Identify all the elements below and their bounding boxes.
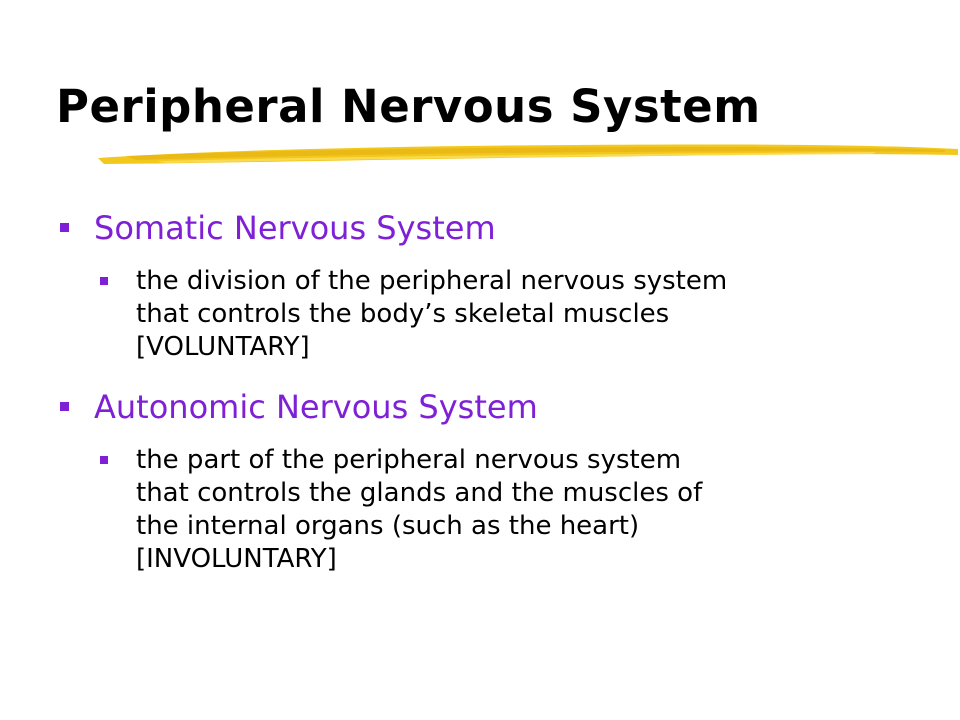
bullet-somatic-detail (94, 265, 896, 364)
bullet-autonomic-detail (94, 444, 896, 576)
content-area (56, 205, 916, 596)
section-heading: Somatic Nervous System (94, 209, 496, 247)
square-bullet-icon (100, 277, 108, 285)
detail-line: [INVOLUNTARY] (136, 544, 337, 574)
square-bullet-icon (60, 402, 69, 411)
detail-line: the division of the peripheral nervous system (136, 266, 728, 296)
detail-line: that controls the glands and the muscles of (136, 478, 703, 508)
bullet-somatic-heading (56, 205, 916, 251)
title-underline-brushstroke (96, 136, 960, 176)
section-heading: Autonomic Nervous System (94, 388, 538, 426)
bullet-autonomic-heading (56, 384, 916, 430)
detail-line: that controls the body’s skeletal muscles (136, 299, 670, 329)
square-bullet-icon (60, 223, 69, 232)
detail-line: [VOLUNTARY] (136, 332, 310, 362)
detail-line: the part of the peripheral nervous system (136, 445, 682, 475)
square-bullet-icon (100, 456, 108, 464)
detail-line: the internal organs (such as the heart) (136, 511, 640, 541)
slide-title: Peripheral Nervous System (56, 80, 761, 133)
